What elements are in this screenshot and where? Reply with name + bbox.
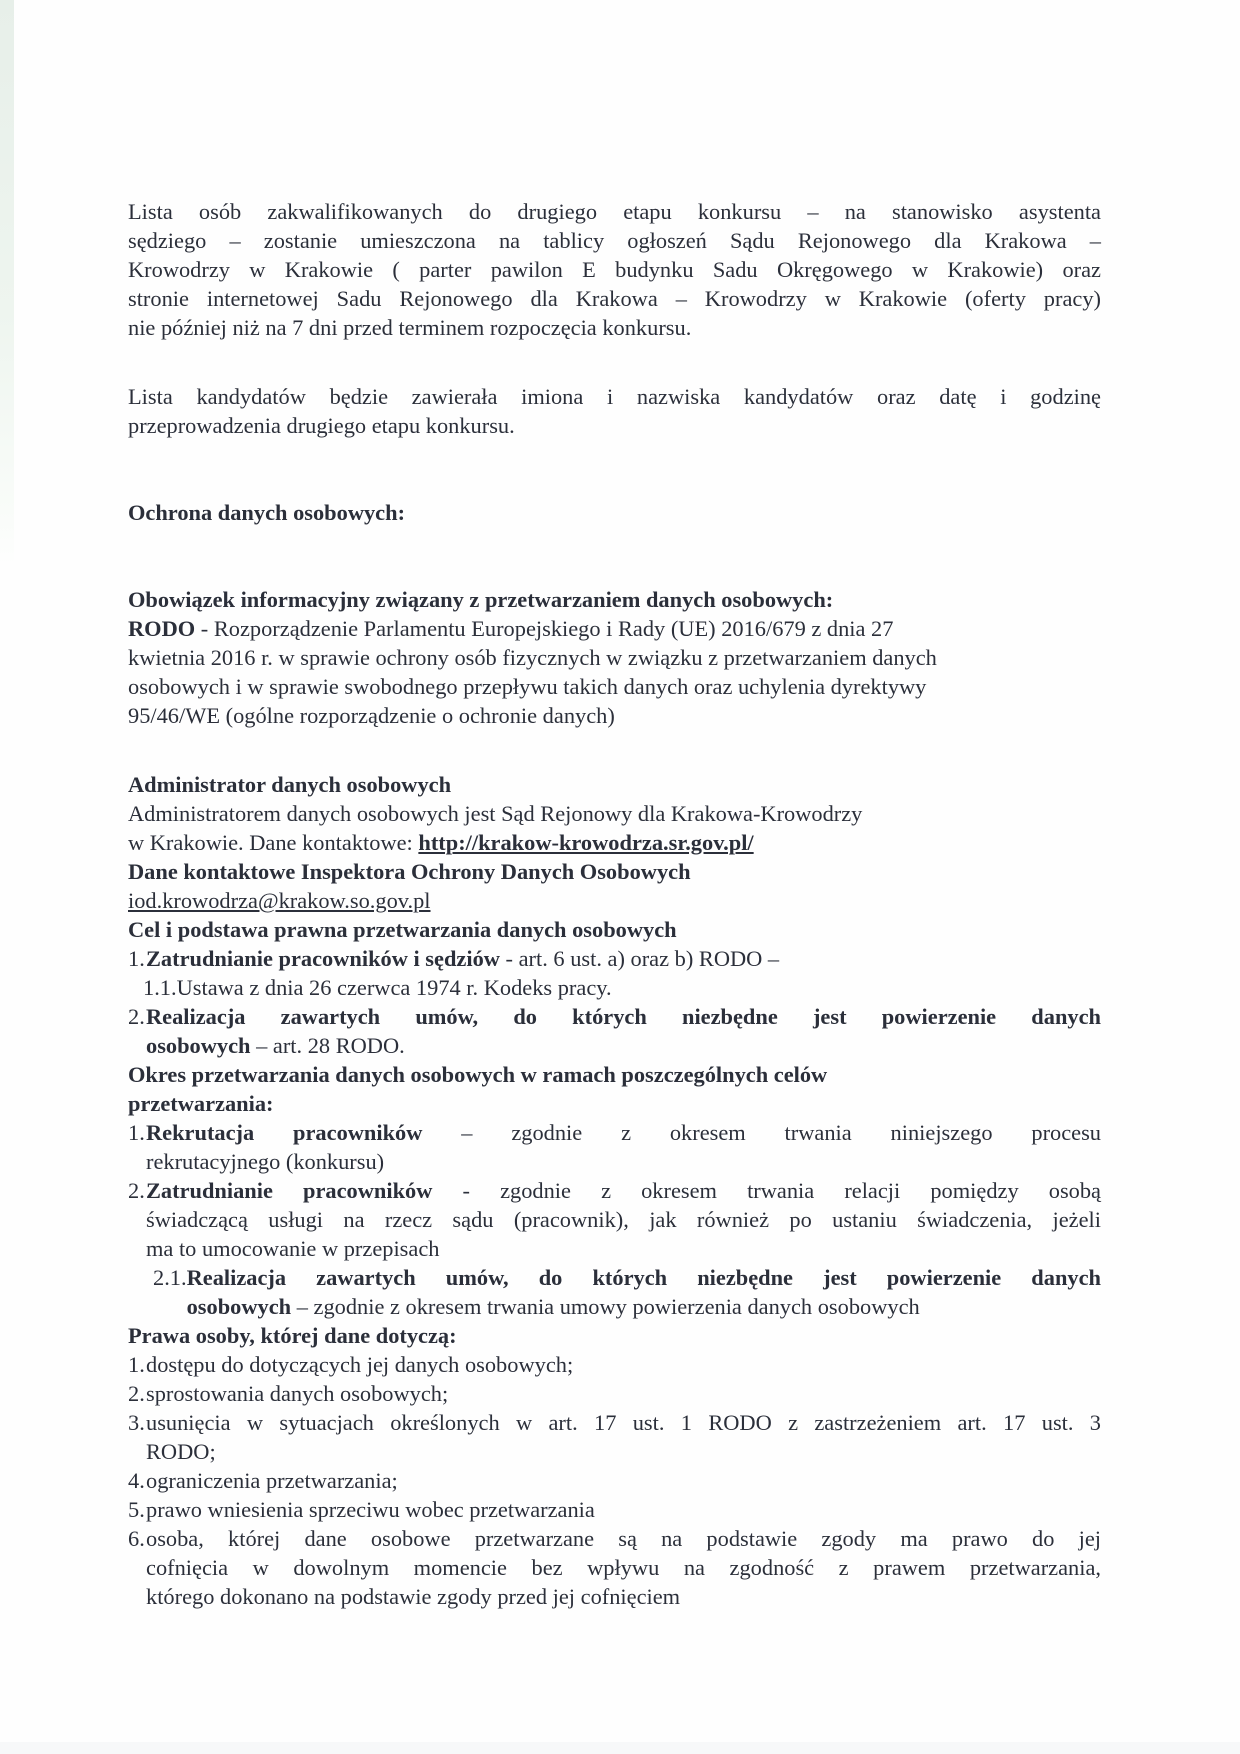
item-text: ma to umocowanie w przepisach <box>146 1236 440 1261</box>
rights-item-3 <box>128 1408 1101 1466</box>
paragraph-line: nie później niż na 7 dni przed terminem rozpoczęcia konkursu. <box>128 315 692 340</box>
processing-period-subitem-2-1 <box>128 1263 1101 1321</box>
heading-dpo-contact: Dane kontaktowe Inspektora Ochrony Danych Osobowych <box>128 859 691 884</box>
paragraph-line: przeprowadzenia drugiego etapu konkursu. <box>128 413 515 438</box>
paragraph-candidate-list <box>128 382 1101 440</box>
heading-line: przetwarzania: <box>128 1091 274 1116</box>
paragraph-rodo-definition <box>128 614 1101 730</box>
heading-information-duty: Obowiązek informacyjny związany z przetwarzaniem danych osobowych: <box>128 587 834 612</box>
rights-item-5 <box>128 1495 1101 1524</box>
processing-period-item-2 <box>128 1176 1101 1263</box>
item-bold-text: Realizacja zawartych umów, do których niezbędne jest powierzenie danych <box>186 1265 1101 1290</box>
court-website-link: http://krakow-krowodrza.sr.gov.pl/ <box>418 830 754 855</box>
paragraph-line: Lista kandydatów będzie zawierała imiona i nazwiska kandydatów oraz datę i godzinę <box>128 384 1101 409</box>
heading-legal-basis: Cel i podstawa prawna przetwarzania danych osobowych <box>128 917 677 942</box>
list-number: 2.1. <box>153 1265 187 1290</box>
paragraph-line <box>128 614 1101 643</box>
list-number: 6. <box>128 1526 145 1551</box>
item-bold-text: Zatrudnianie pracowników i sędziów <box>146 946 500 971</box>
item-bold-text: Zatrudnianie pracowników <box>146 1178 433 1203</box>
item-bold-text: Realizacja zawartych umów, do których niezbędne jest powierzenie danych <box>146 1004 1101 1029</box>
item-bold-text: osobowych <box>186 1294 292 1319</box>
rights-item-1 <box>128 1350 1101 1379</box>
contact-label: w Krakowie. Dane kontaktowe: <box>128 830 419 855</box>
item-bold-text: Rekrutacja pracowników <box>146 1120 423 1145</box>
item-text: – art. 28 RODO. <box>250 1033 405 1058</box>
list-number: 4. <box>128 1468 145 1493</box>
heading-processing-period <box>128 1060 1101 1118</box>
item-text: - zgodnie z okresem trwania relacji pomiędzy osobą <box>432 1178 1101 1203</box>
list-number: 1. <box>128 946 145 971</box>
scan-bottom-shadow <box>0 1742 1240 1754</box>
item-text: cofnięcia w dowolnym momencie bez wpływu na zgodność z prawem przetwarzania, <box>146 1555 1101 1580</box>
item-text: usunięcia w sytuacjach określonych w art. 17 ust. 1 RODO z zastrzeżeniem art. 17 ust. 3 <box>146 1410 1101 1435</box>
item-text: sprostowania danych osobowych; <box>146 1381 449 1406</box>
item-text: – zgodnie z okresem trwania umowy powierzenia danych osobowych <box>291 1294 920 1319</box>
heading-line: Okres przetwarzania danych osobowych w ramach poszczególnych celów <box>128 1062 828 1087</box>
legal-basis-item-1 <box>128 944 1101 973</box>
paragraph-line: 95/46/WE (ogólne rozporządzenie o ochronie danych) <box>128 703 615 728</box>
item-text: dostępu do dotyczących jej danych osobowych; <box>146 1352 574 1377</box>
processing-period-item-1 <box>128 1118 1101 1176</box>
list-number: 1.1. <box>143 975 177 1000</box>
list-number: 3. <box>128 1410 145 1435</box>
rights-item-2 <box>128 1379 1101 1408</box>
legal-basis-item-2 <box>128 1002 1101 1060</box>
administrator-contact-line <box>128 828 1101 857</box>
heading-data-subject-rights: Prawa osoby, której dane dotyczą: <box>128 1323 457 1348</box>
scan-edge-artifact <box>0 0 14 568</box>
heading-personal-data-protection: Ochrona danych osobowych: <box>128 500 406 525</box>
list-number: 5. <box>128 1497 145 1522</box>
paragraph-publication-notice <box>128 197 1101 342</box>
list-number: 2. <box>128 1004 145 1029</box>
item-text: - art. 6 ust. a) oraz b) RODO – <box>499 946 780 971</box>
list-number: 1. <box>128 1120 145 1145</box>
item-text: ograniczenia przetwarzania; <box>146 1468 398 1493</box>
item-text: świadczącą usługi na rzecz sądu (pracownik), jak również po ustaniu świadczenia, jeżeli <box>146 1207 1101 1232</box>
item-text: Ustawa z dnia 26 czerwca 1974 r. Kodeks pracy. <box>176 975 612 1000</box>
rodo-term: RODO <box>128 616 196 641</box>
item-text: – zgodnie z okresem trwania niniejszego procesu <box>422 1120 1102 1145</box>
paragraph-line: Lista osób zakwalifikowanych do drugiego etapu konkursu – na stanowisko asystenta <box>128 199 1101 224</box>
list-number: 1. <box>128 1352 145 1377</box>
rights-item-4 <box>128 1466 1101 1495</box>
heading-data-administrator: Administrator danych osobowych <box>128 772 452 797</box>
administrator-line: Administratorem danych osobowych jest Sąd Rejonowy dla Krakowa-Krowodrzy <box>128 801 863 826</box>
paragraph-line: stronie internetowej Sadu Rejonowego dla Krakowa – Krowodrzy w Krakowie (oferty pracy) <box>128 286 1101 311</box>
legal-basis-subitem-1-1 <box>128 973 1101 1002</box>
document-content <box>128 197 1101 1611</box>
item-text: RODO; <box>146 1439 216 1464</box>
paragraph-line: sędziego – zostanie umieszczona na tablicy ogłoszeń Sądu Rejonowego dla Krakowa – <box>128 228 1101 253</box>
paragraph-text: - Rozporządzenie Parlamentu Europejskiego i Rady (UE) 2016/679 z dnia 27 <box>195 616 894 641</box>
list-number: 2. <box>128 1381 145 1406</box>
paragraph-line: Krowodrzy w Krakowie ( parter pawilon E budynku Sadu Okręgowego w Krakowie) oraz <box>128 257 1101 282</box>
list-number: 2. <box>128 1178 145 1203</box>
paragraph-line: kwietnia 2016 r. w sprawie ochrony osób fizycznych w związku z przetwarzaniem danych <box>128 645 937 670</box>
paragraph-line: osobowych i w sprawie swobodnego przepływu takich danych oraz uchylenia dyrektywy <box>128 674 927 699</box>
item-text: rekrutacyjnego (konkursu) <box>146 1149 385 1174</box>
item-text: osoba, której dane osobowe przetwarzane są na podstawie zgody ma prawo do jej <box>146 1526 1101 1551</box>
item-text: prawo wniesienia sprzeciwu wobec przetwarzania <box>146 1497 595 1522</box>
dpo-email-link: iod.krowodrza@krakow.so.gov.pl <box>128 888 431 913</box>
rights-item-6 <box>128 1524 1101 1611</box>
item-bold-text: osobowych <box>146 1033 251 1058</box>
item-text: którego dokonano na podstawie zgody przed jej cofnięciem <box>146 1584 681 1609</box>
